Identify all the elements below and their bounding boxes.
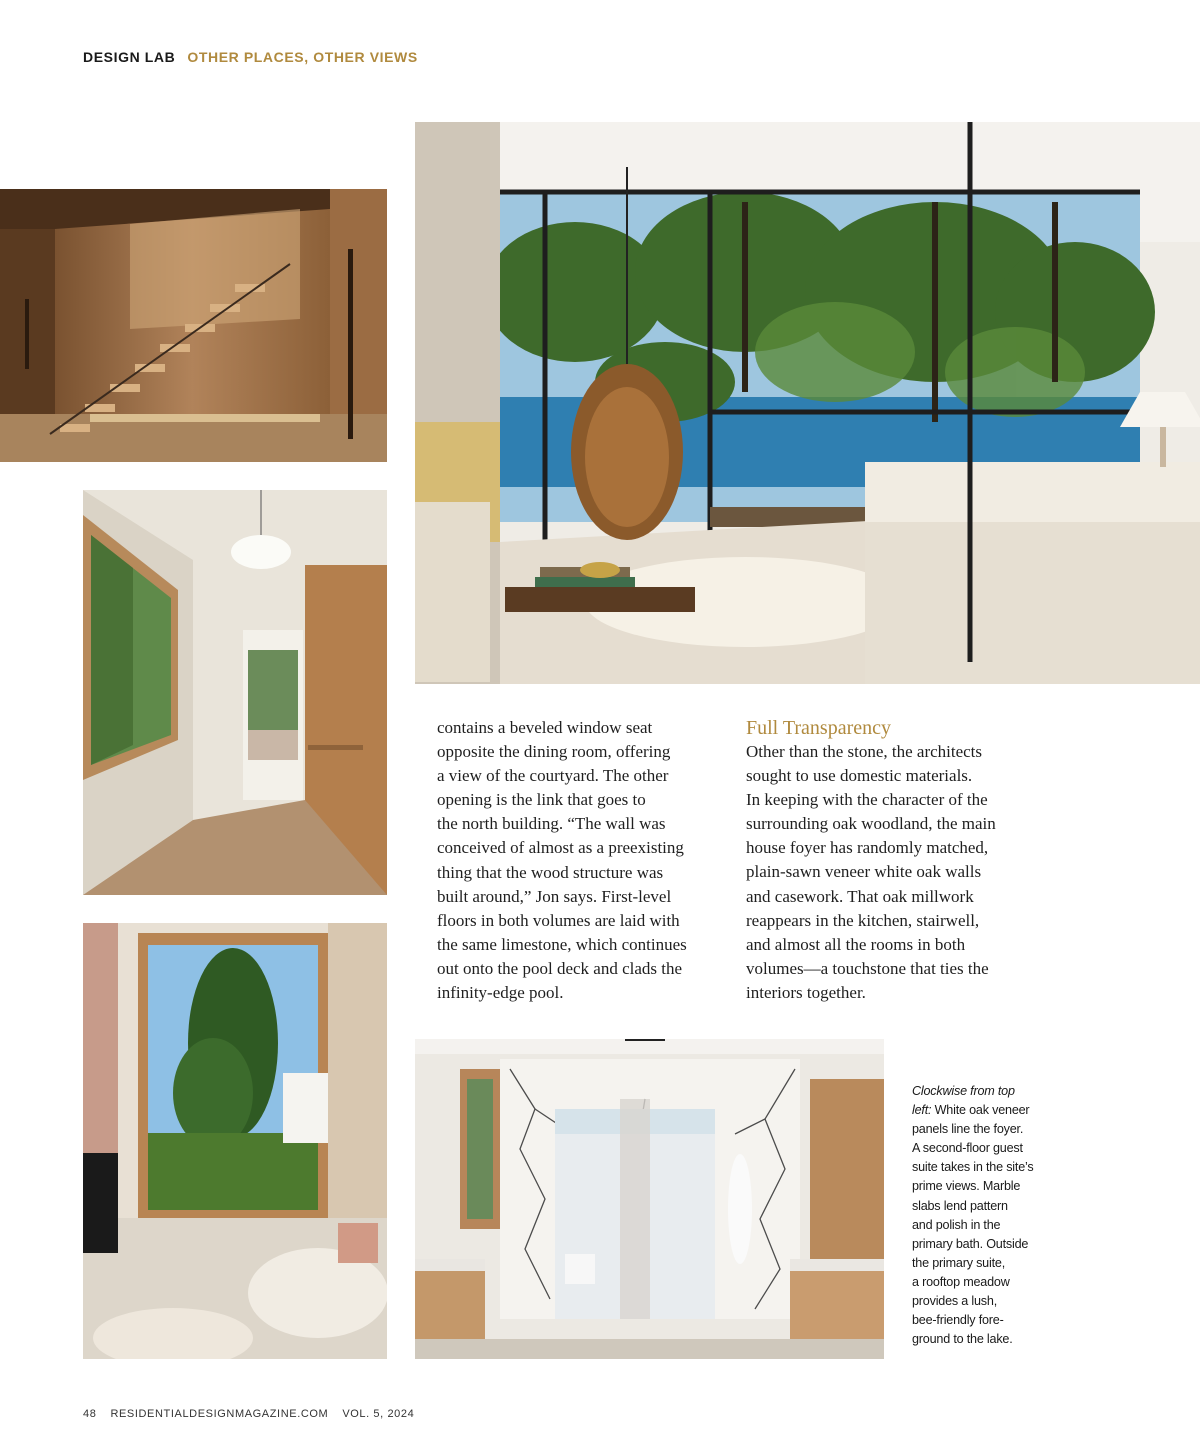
section-label: DESIGN LAB [83, 49, 176, 65]
article-line: floors in both volumes are laid with [437, 910, 680, 930]
article-line: surrounding oak woodland, the main [746, 814, 996, 834]
article-line: Other than the stone, the architects [746, 742, 983, 761]
article-line: and almost all the rooms in both [746, 934, 966, 954]
caption-line: suite takes in the site’s [912, 1160, 1034, 1175]
article-line: sought to use domestic materials. [746, 766, 973, 786]
bedroom-photo [415, 122, 1200, 684]
article-line: and casework. That oak millwork [746, 886, 974, 906]
caption-line: primary bath. Outside [912, 1236, 1029, 1251]
caption-line: A second-floor guest [912, 1141, 1023, 1156]
page-number: 48 [83, 1408, 97, 1420]
article-line: conceived of almost as a preexisting [437, 838, 684, 858]
caption-lead: Clockwise from top [912, 1084, 1015, 1098]
caption-line: slabs lend pattern [912, 1198, 1008, 1213]
article-column-left [437, 716, 727, 1005]
article-line: the same limestone, which continues [437, 934, 687, 954]
article-line: In keeping with the character of the [746, 790, 988, 810]
article-line: house foyer has randomly matched, [746, 838, 989, 858]
running-head [83, 49, 418, 65]
caption-line: bee-friendly fore- [912, 1313, 1004, 1328]
article-line: contains a beveled window seat [437, 718, 653, 737]
article-line: infinity-edge pool. [437, 983, 564, 1003]
page-footer [83, 1408, 428, 1420]
article-line: out onto the pool deck and clads the [437, 958, 683, 978]
article-line: opening is the link that goes to [437, 790, 646, 810]
caption-line: a rooftop meadow [912, 1274, 1010, 1289]
article-line: the north building. “The wall was [437, 814, 666, 834]
bath-photo [415, 1039, 884, 1359]
hallway-illustration [83, 490, 387, 895]
bedroom-illustration [415, 122, 1200, 684]
article-line: interiors together. [746, 982, 866, 1002]
caption-line: provides a lush, [912, 1294, 998, 1309]
article-line: a view of the courtyard. The other [437, 766, 669, 786]
hallway-photo [83, 490, 387, 895]
lounge-photo [83, 923, 387, 1359]
footer-site: RESIDENTIALDESIGNMAGAZINE.COM [110, 1408, 329, 1420]
foyer-illustration [0, 189, 387, 462]
caption-line: White oak veneer [934, 1103, 1030, 1118]
lounge-illustration [83, 923, 387, 1359]
article-line: reappears in the kitchen, stairwell, [746, 910, 980, 930]
footer-volume: VOL. 5, 2024 [342, 1408, 415, 1420]
caption-line: prime views. Marble [912, 1179, 1021, 1194]
article-column-right [746, 716, 1046, 1005]
caption-line: the primary suite, [912, 1255, 1005, 1270]
article-line: built around,” Jon says. First-level [437, 886, 672, 906]
photo-caption [912, 1082, 1062, 1349]
caption-lead: left: [912, 1103, 932, 1118]
article-line: thing that the wood structure was [437, 862, 664, 882]
article-line: volumes—a touchstone that ties the [746, 958, 989, 978]
caption-line: panels line the foyer. [912, 1122, 1024, 1137]
caption-line: and polish in the [912, 1217, 1001, 1232]
article-subhead: Full Transparency [746, 717, 891, 739]
article-line: plain-sawn veneer white oak walls [746, 862, 982, 882]
subsection-label: OTHER PLACES, OTHER VIEWS [187, 49, 418, 65]
caption-line: ground to the lake. [912, 1332, 1013, 1347]
article-line: opposite the dining room, offering [437, 742, 671, 762]
bath-illustration [415, 1039, 884, 1359]
foyer-photo [0, 189, 387, 462]
